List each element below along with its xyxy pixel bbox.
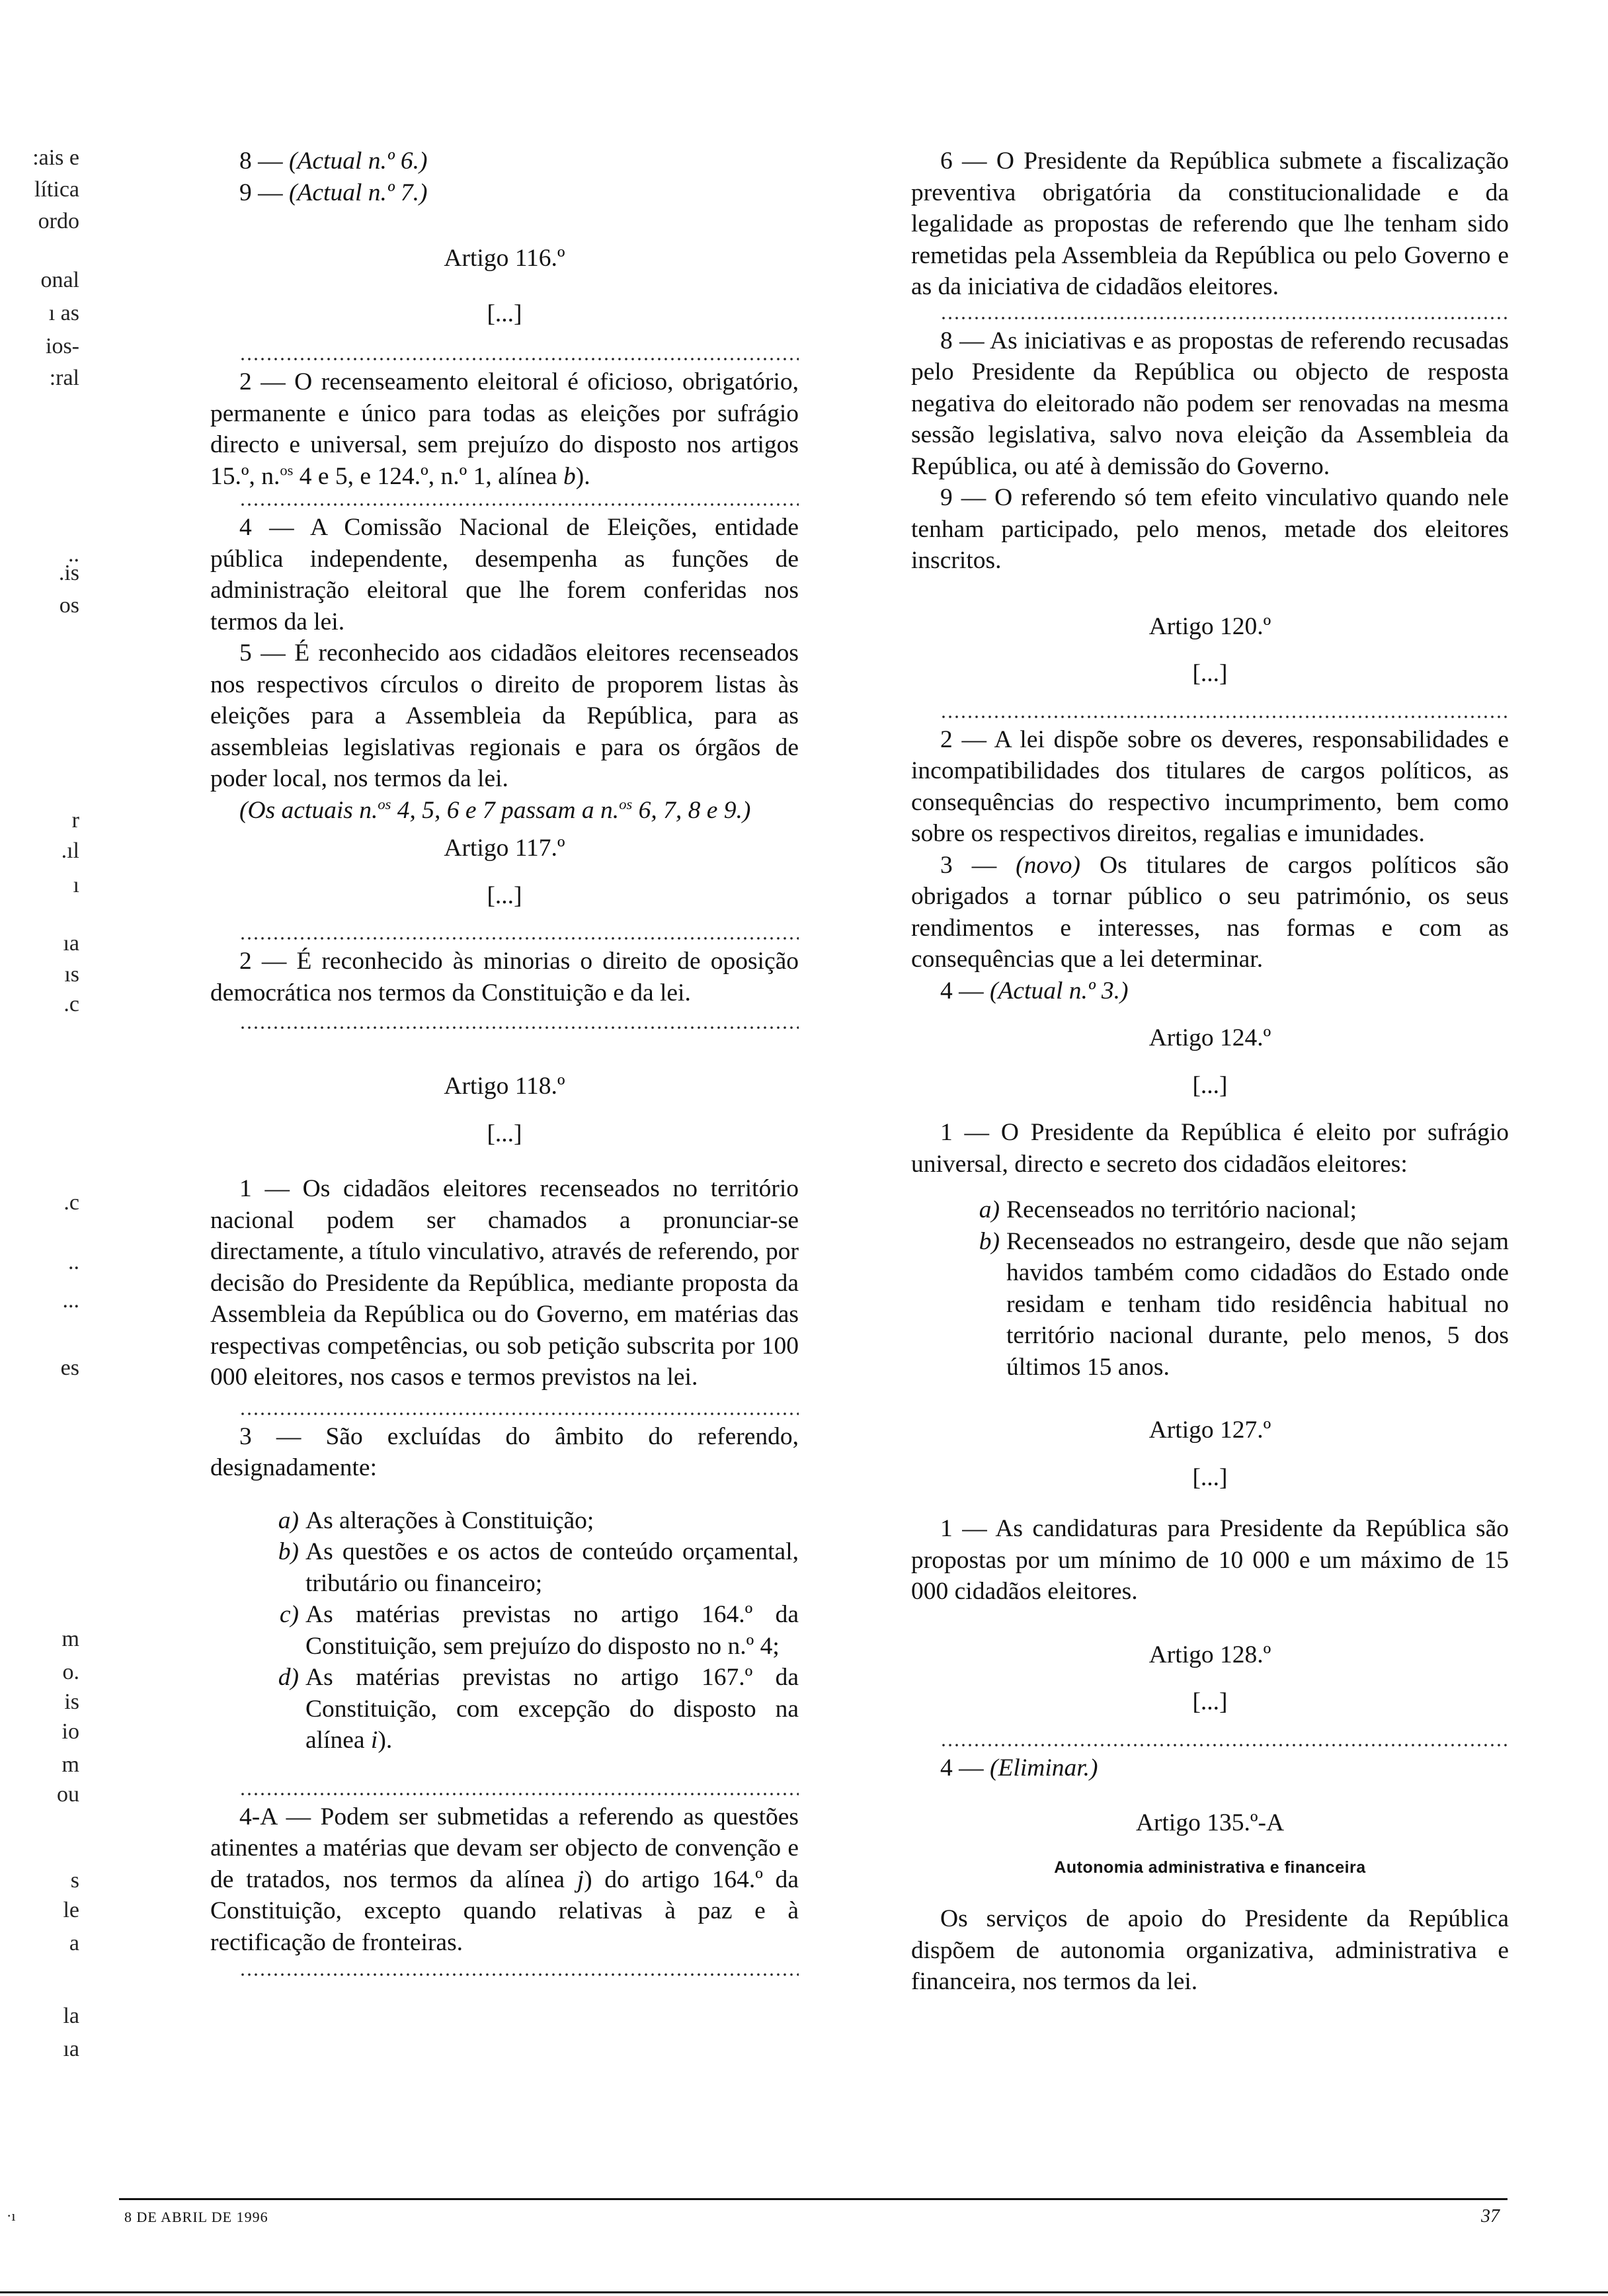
bleed-fragment: a (69, 1931, 79, 1955)
paragraph-6: 6 — O Presidente da República submete a fiscalização preventiva obrigatória da constitucionalidade e da legalidade as propostas de referendo que lhe tenham sido remetidas pela Assembleia da República ou pelo Governo e as da iniciativa de cidadãos eleitores. (911, 147, 1509, 300)
ellipsis: [...] (487, 1120, 522, 1147)
dotted-separator (239, 356, 799, 362)
dotted-separator (239, 501, 799, 508)
ellipsis: [...] (487, 882, 522, 909)
art124-electors-list (911, 1194, 1509, 1383)
dotted-separator (940, 1742, 1509, 1748)
ellipsis: [...] (1192, 1463, 1228, 1491)
bleed-fragment: ou (57, 1782, 79, 1807)
art118-exclusions-list (210, 1505, 799, 1756)
article-135a-title: Artigo 135.º-A (1135, 1809, 1285, 1836)
bleed-fragment: le (63, 1898, 79, 1922)
bleed-fragment: ı (73, 873, 79, 897)
bleed-fragment: lítica (34, 177, 79, 202)
bleed-fragment: .c (63, 992, 79, 1016)
dotted-separator (239, 1791, 799, 1797)
bleed-fragment: ı as (48, 301, 79, 325)
ellipsis: [...] (487, 300, 522, 327)
article-120-title: Artigo 120.º (1148, 612, 1271, 640)
bleed-fragment: ıa (63, 2037, 79, 2061)
footer-date: 8 DE ABRIL DE 1996 (124, 2209, 268, 2225)
bleed-fragment: os (59, 593, 79, 618)
bleed-fragment: onal (40, 268, 79, 292)
art124-paragraph-1: 1 — O Presidente da República é eleito por sufrágio universal, directo e secreto dos cidadãos eleitores: (911, 1119, 1509, 1178)
ellipsis: [...] (1192, 1688, 1228, 1715)
paragraph-8: 8 — (Actual n.º 6.) (239, 147, 428, 175)
art116-paragraph-2: 2 — O recenseamento eleitoral é oficioso, obrigatório, permanente e único para todas as eleições por sufrágio directo e universal, sem prejuízo do disposto nos artigos 15.º, n.$^{os}$ 4 e 5, e 124.º, n.º 1, alínea b). (210, 368, 799, 490)
paragraph-9-right: 9 — O referendo só tem efeito vinculativo quando nele tenham participado, pelo menos, metade dos eleitores inscritos. (911, 484, 1509, 574)
article-124-title: Artigo 124.º (1148, 1024, 1271, 1051)
art127-paragraph-1: 1 — As candidaturas para Presidente da República são propostas por um mínimo de 10 000 e um máximo de 15 000 cidadãos eleitores. (911, 1515, 1509, 1605)
page-number: 37 (1481, 2206, 1500, 2227)
art118-paragraph-4a: 4-A — Podem ser submetidas a referendo as questões atinentes a matérias que devam ser objecto de convenção e de tratados, nos termos da alínea j) do artigo 164.º da Constituição, excepto quando relativas à paz e à rectificação de fronteiras. (210, 1803, 799, 1956)
article-116-title: Artigo 116.º (444, 245, 565, 272)
article-117-title: Artigo 117.º (444, 835, 565, 862)
bleed-fragment: es (60, 1356, 79, 1380)
bleed-fragment: r (71, 808, 79, 833)
bleed-fragment: ios- (46, 334, 79, 358)
dotted-separator (940, 714, 1509, 720)
art120-paragraph-3: 3 — (novo) Os titulares de cargos políticos são obrigados a tornar público o seu património, os seus rendimentos e interesses, nas formas e com as consequências que a lei determinar. (911, 851, 1509, 973)
bleed-fragment: s (70, 1868, 79, 1893)
list-item: b) Recenseados no estrangeiro, desde que não sejam havidos também como cidadãos do Estado onde residam e tenham tido residência habitual no território nacional durante, pelo menos, 5 dos últimos 15 anos. (979, 1227, 1509, 1381)
art116-paragraph-4: 4 — A Comissão Nacional de Eleições, entidade pública independente, desempenha as funções de administração eleitoral que lhe forem conferidas nos termos da lei. (210, 514, 799, 636)
art120-paragraph-4: 4 — (Actual n.º 3.) (940, 977, 1129, 1004)
art116-renumbering-note: (Os actuais n.$^{os}$ 4, 5, 6 e 7 passam a n.$^{os}$ 6, 7, 8 e 9.) (239, 796, 751, 824)
list-item: a) As alterações à Constituição; (278, 1506, 594, 1534)
dotted-separator (940, 315, 1509, 321)
bleed-fragment: ıa (63, 931, 79, 956)
article-118-title: Artigo 118.º (444, 1073, 565, 1100)
list-item: b) As questões e os actos de conteúdo orçamental, tributário ou financeiro; (278, 1538, 799, 1597)
previous-page-bleed (0, 0, 99, 2248)
art117-paragraph-2: 2 — É reconhecido às minorias o direito de oposição democrática nos termos da Constituição e da lei. (210, 948, 799, 1006)
bleed-fragment: .is (58, 561, 79, 585)
art116-paragraph-5: 5 — É reconhecido aos cidadãos eleitores recenseados nos respectivos círculos o direito de proporem listas às eleições para a Assembleia da República, para as assembleias legislativas regionais e para os órgãos de poder local, nos termos da lei. (210, 639, 799, 792)
dotted-separator (239, 935, 799, 942)
art118-paragraph-1: 1 — Os cidadãos eleitores recenseados no território nacional podem ser chamados a pronunciar-se directamente, a título vinculativo, através de referendo, por decisão do Presidente da República, mediante proposta da Assembleia da República ou do Governo, em matérias das respectivas competências, ou sob petição subscrita por 100 000 eleitores, nos casos e termos previstos na lei. (210, 1175, 799, 1391)
ellipsis: [...] (1192, 660, 1228, 687)
bleed-fragment: :ais e (32, 145, 79, 170)
bleed-fragment: ordo (38, 209, 79, 233)
bleed-fragment: is (64, 1690, 79, 1714)
list-item: a) Recenseados no território nacional; (979, 1196, 1357, 1223)
paragraph-8-right: 8 — As iniciativas e as propostas de referendo recusadas pelo Presidente da República ou objecto de resposta negativa do eleitorado não podem ser renovadas na mesma sessão legislativa, salvo nova eleição da Assembleia da República, ou até à demissão do Governo. (911, 327, 1509, 480)
art128-paragraph-4: 4 — (Eliminar.) (940, 1754, 1098, 1782)
dotted-separator (239, 1971, 799, 1978)
dotted-separator (239, 1024, 799, 1031)
bleed-fragment: .ıl (61, 839, 79, 863)
bleed-fragment: m (61, 1752, 79, 1777)
bleed-fragment: la (63, 2004, 79, 2028)
article-135a-subtitle: Autonomia administrativa e financeira (1054, 1858, 1366, 1877)
bleed-fragment: :ral (49, 366, 79, 390)
bleed-fragment: ... (62, 1288, 79, 1313)
art135a-paragraph: Os serviços de apoio do Presidente da República dispõem de autonomia organizativa, administrativa e financeira, nos termos da lei. (911, 1905, 1509, 1995)
bleed-fragment: ıs (64, 962, 79, 987)
right-column (911, 145, 1509, 1998)
article-127-title: Artigo 127.º (1148, 1416, 1271, 1444)
ellipsis: [...] (1192, 1071, 1228, 1099)
bleed-fragment: .. (68, 1250, 79, 1274)
list-item: d) As matérias previstas no artigo 167.º da Constituição, com excepção do disposto na alínea i). (278, 1664, 799, 1754)
bleed-fragment: .. (68, 542, 79, 567)
list-item: c) As matérias previstas no artigo 164.º da Constituição, sem prejuízo do disposto no n.º 4; (279, 1601, 799, 1660)
scan-bottom-edge (0, 2291, 1608, 2293)
footer-bleed-mark: ·ı (7, 2207, 16, 2224)
paragraph-9: 9 — (Actual n.º 7.) (239, 179, 428, 206)
art118-paragraph-3: 3 — São excluídas do âmbito do referendo, designadamente: (210, 1422, 799, 1481)
bleed-fragment: o. (62, 1660, 79, 1684)
bleed-fragment: m (61, 1627, 79, 1651)
bleed-fragment: .c (63, 1190, 79, 1215)
bleed-fragment: io (61, 1719, 79, 1744)
left-column (210, 145, 799, 1978)
art120-paragraph-2: 2 — A lei dispõe sobre os deveres, responsabilidades e incompatibilidades dos titulares de cargos políticos, as consequências do respectivo incumprimento, bem como sobre os respectivos direitos, regalias e imunidades. (911, 725, 1509, 847)
dotted-separator (239, 1411, 799, 1417)
footer-rule (119, 2198, 1508, 2200)
article-128-title: Artigo 128.º (1148, 1641, 1271, 1668)
